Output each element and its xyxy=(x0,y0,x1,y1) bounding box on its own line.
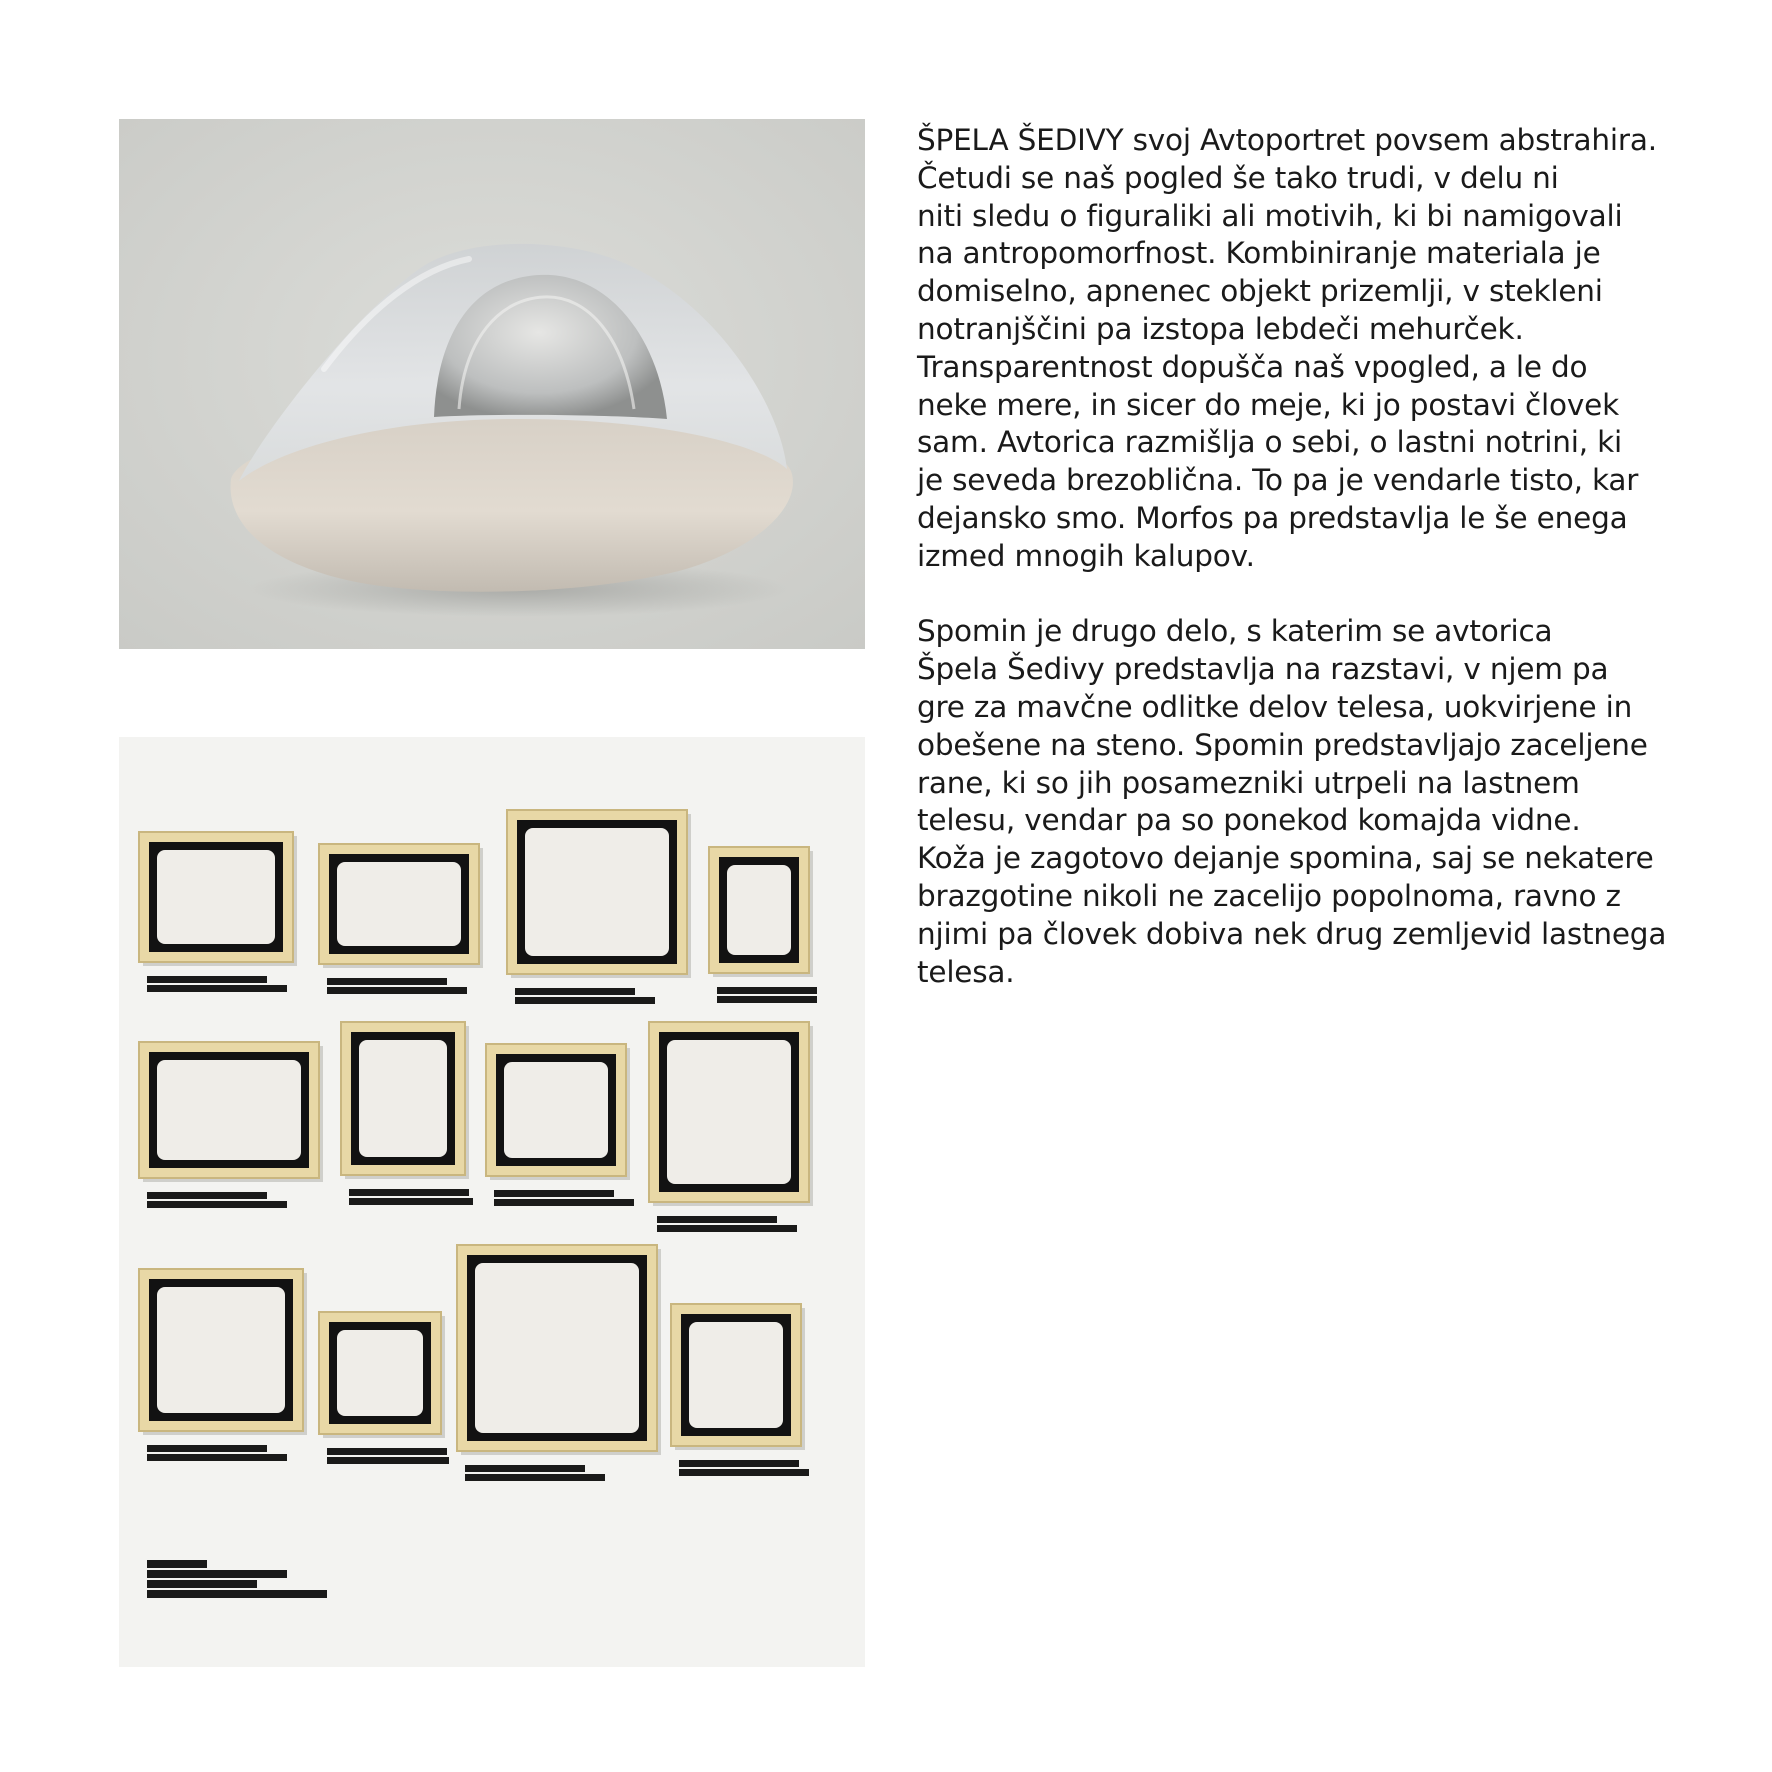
text-line: brazgotine nikoli ne zacelijo popolnoma, ravno z xyxy=(917,878,1621,913)
text-line: neke mere, in sicer do meje, ki jo postavi človek xyxy=(917,387,1619,422)
paragraph-spomin xyxy=(917,613,1697,991)
framed-cast xyxy=(139,1269,307,1461)
text-line: notranjščini pa izstopa lebdeči mehurček. xyxy=(917,311,1524,346)
text-line: je seveda brezoblična. To pa je vendarle tisto, kar xyxy=(917,463,1639,498)
text-line: dejansko smo. Morfos pa predstavlja le še enega xyxy=(917,500,1628,535)
text-line: ŠPELA ŠEDIVY svoj Avtoportret povsem abstrahira. xyxy=(917,123,1657,157)
framed-cast xyxy=(507,810,691,1004)
framed-cast xyxy=(649,1022,813,1232)
text-line: Spomin je drugo delo, s katerim se avtorica xyxy=(917,614,1553,649)
text-line: Koža je zagotovo dejanje spomina, saj se nekatere xyxy=(917,841,1654,876)
text-line: gre za mavčne odlitke delov telesa, uokvirjene in xyxy=(917,689,1633,724)
text-line: telesa. xyxy=(917,954,1015,989)
text-line: obešene na steno. Spomin predstavljajo zaceljene xyxy=(917,727,1648,762)
paragraph-avtoportret xyxy=(917,122,1697,576)
text-line: Transparentnost dopušča naš vpogled, a le do xyxy=(917,349,1588,384)
text-line: domiselno, apnenec objekt prizemlji, v stekleni xyxy=(917,274,1603,309)
text-line: Špela Šedivy predstavlja na razstavi, v njem pa xyxy=(917,652,1609,687)
article-text xyxy=(917,122,1697,991)
artwork-photo-framed-casts xyxy=(119,737,865,1667)
framed-cast xyxy=(341,1022,473,1205)
text-line: izmed mnogih kalupov. xyxy=(917,538,1255,573)
framed-cast xyxy=(457,1245,661,1481)
text-line: rane, ki so jih posamezniki utrpeli na lastnem xyxy=(917,765,1580,800)
artwork-photo-stone-glass xyxy=(119,119,865,649)
text-line: sam. Avtorica razmišlja o sebi, o lastni notrini, ki xyxy=(917,425,1622,460)
text-line: niti sledu o figuraliki ali motivih, ki bi namigovali xyxy=(917,198,1623,233)
text-line: Četudi se naš pogled še tako trudi, v delu ni xyxy=(917,160,1559,195)
text-line: na antropomorfnost. Kombiniranje materiala je xyxy=(917,236,1601,271)
text-line: telesu, vendar pa so ponekod komajda vidne. xyxy=(917,803,1581,838)
text-line: njimi pa človek dobiva nek drug zemljevid lastnega xyxy=(917,916,1667,951)
